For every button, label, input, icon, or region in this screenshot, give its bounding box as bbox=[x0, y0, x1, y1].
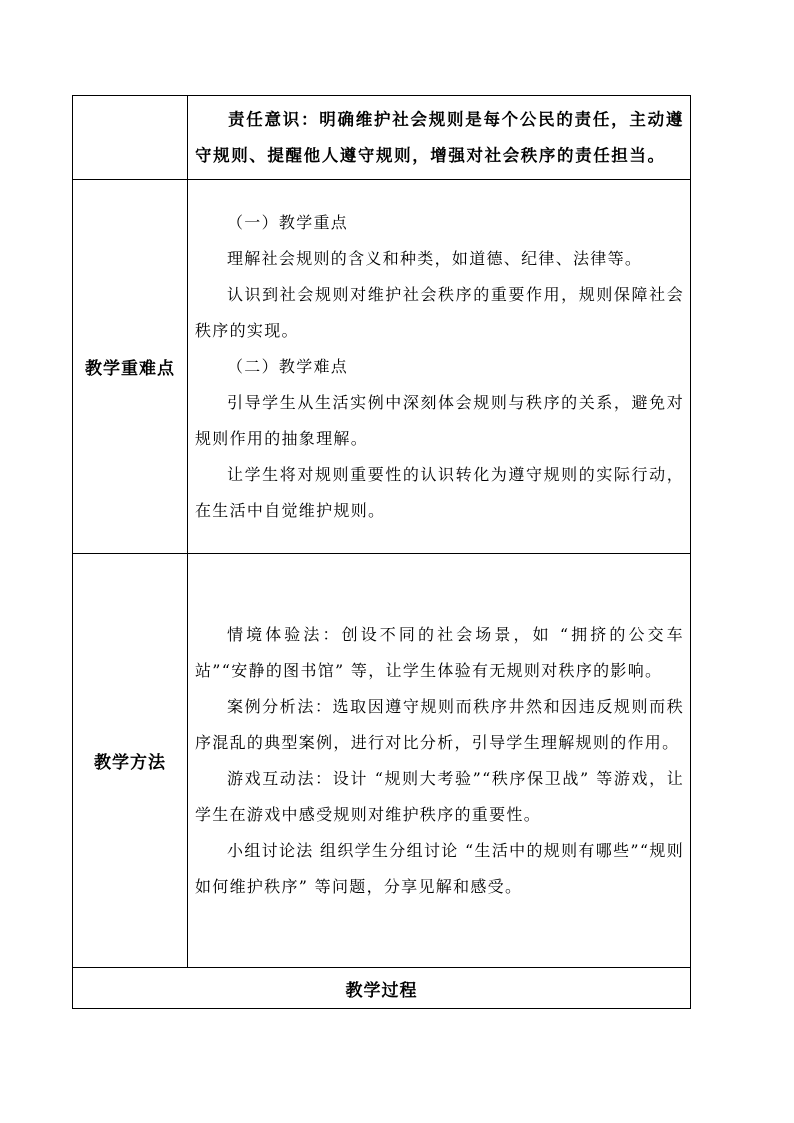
method-paragraph-situational: 情境体验法：创设不同的社会场景，如 “拥挤的公交车站”“安静的图书馆” 等，让学生体验有无规则对秩序的影响。 bbox=[195, 624, 684, 680]
key-point-paragraph: 理解社会规则的含义和种类，如道德、纪律、法律等。 bbox=[227, 248, 643, 268]
process-heading: 教学过程 bbox=[73, 968, 691, 1009]
key-points-label: 教学重难点 bbox=[73, 180, 188, 554]
key-points-content-cell bbox=[188, 180, 691, 554]
methods-label: 教学方法 bbox=[73, 554, 188, 968]
method-paragraph-case-analysis: 案例分析法：选取因遵守规则而秩序井然和因违反规则而秩序混乱的典型案例，进行对比分析，引导学生理解规则的作用。 bbox=[195, 696, 684, 752]
process-row bbox=[73, 968, 691, 1009]
methods-content-cell bbox=[188, 554, 691, 968]
difficulty-paragraph: 让学生将对规则重要性的认识转化为遵守规则的实际行动，在生活中自觉维护规则。 bbox=[195, 464, 684, 520]
responsibility-label-cell bbox=[73, 96, 188, 180]
method-paragraph-game: 游戏互动法：设计 “规则大考验”“秩序保卫战” 等游戏，让学生在游戏中感受规则对维护秩序的重要性。 bbox=[195, 768, 684, 824]
key-point-heading-2: （二）教学难点 bbox=[227, 356, 349, 376]
key-point-heading-1: （一）教学重点 bbox=[227, 212, 349, 232]
responsibility-row bbox=[73, 96, 691, 180]
difficulty-paragraph: 引导学生从生活实例中深刻体会规则与秩序的关系，避免对规则作用的抽象理解。 bbox=[195, 392, 684, 448]
key-point-paragraph: 认识到社会规则对维护社会秩序的重要作用，规则保障社会秩序的实现。 bbox=[195, 284, 684, 340]
lesson-plan-table bbox=[72, 95, 691, 1009]
key-points-row bbox=[73, 180, 691, 554]
responsibility-content-cell bbox=[188, 96, 691, 180]
methods-row bbox=[73, 554, 691, 968]
responsibility-text: 责任意识：明确维护社会规则是每个公民的责任，主动遵守规则、提醒他人遵守规则，增强对社会秩序的责任担当。 bbox=[195, 109, 684, 165]
method-paragraph-group-discussion: 小组讨论法 组织学生分组讨论 “生活中的规则有哪些”“规则如何维护秩序” 等问题，分享见解和感受。 bbox=[195, 840, 684, 896]
